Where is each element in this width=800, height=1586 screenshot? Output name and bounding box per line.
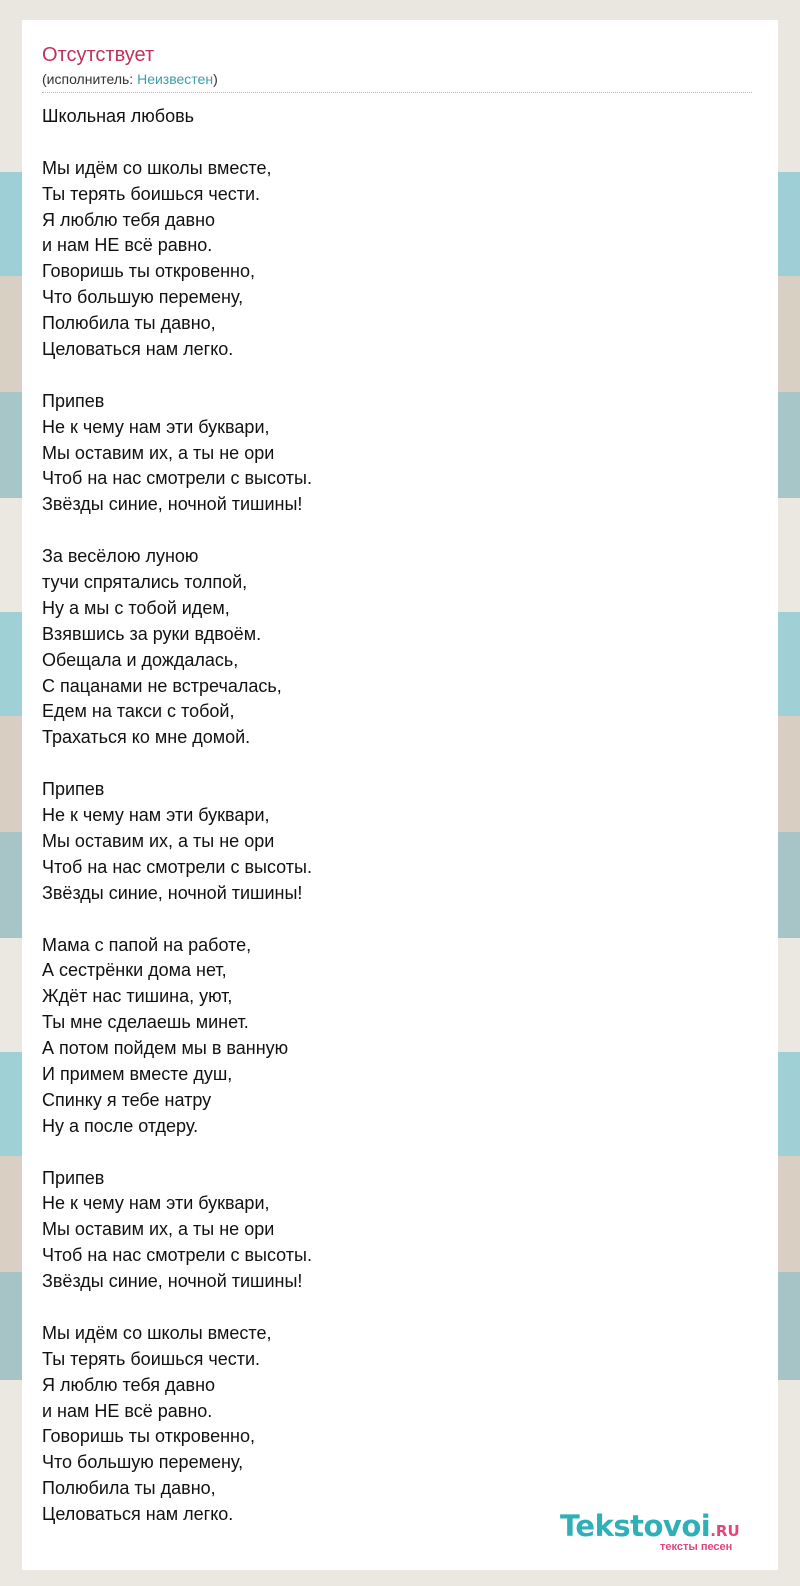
lyrics-card bbox=[22, 20, 778, 1570]
lyric-line: Чтоб на нас смотрели с высоты. bbox=[42, 1245, 312, 1266]
lyrics-text bbox=[42, 104, 742, 1528]
artist-line bbox=[42, 69, 752, 89]
lyric-blank-line bbox=[42, 518, 742, 544]
lyric-line: Трахаться ко мне домой. bbox=[42, 727, 251, 748]
lyric-line: Ну а после отдеру. bbox=[42, 1115, 199, 1136]
lyric-line: Целоваться нам легко. bbox=[42, 1504, 234, 1525]
lyric-line: Школьная любовь bbox=[42, 106, 195, 126]
lyric-blank-line bbox=[42, 907, 742, 933]
lyric-line: Припев bbox=[42, 779, 105, 800]
lyric-blank-line bbox=[42, 1140, 742, 1166]
lyric-line: Ты мне сделаешь минет. bbox=[42, 1012, 249, 1033]
lyric-line: С пацанами не встречалась, bbox=[42, 675, 282, 696]
lyric-line: Звёзды синие, ночной тишины! bbox=[42, 882, 303, 903]
lyric-line: Полюбила ты давно, bbox=[42, 1478, 216, 1499]
lyric-line: Мы оставим их, а ты не ори bbox=[42, 1219, 275, 1240]
lyric-line: Мы оставим их, а ты не ори bbox=[42, 442, 275, 463]
lyric-line: Звёзды синие, ночной тишины! bbox=[42, 494, 303, 515]
lyric-blank-line bbox=[42, 363, 742, 389]
lyric-line: Звёзды синие, ночной тишины! bbox=[42, 1271, 303, 1292]
logo-tagline: тексты песен bbox=[660, 1541, 733, 1553]
logo-tld: .RU bbox=[710, 1522, 740, 1540]
artist-prefix: (исполнитель: bbox=[42, 71, 138, 87]
artist-link[interactable]: Неизвестен bbox=[137, 71, 214, 87]
lyric-line: Не к чему нам эти буквари, bbox=[42, 1193, 270, 1214]
lyric-line: тучи спрятались толпой, bbox=[42, 572, 248, 593]
lyric-line: А потом пойдем мы в ванную bbox=[42, 1038, 289, 1059]
lyric-line: Что большую перемену, bbox=[42, 1452, 244, 1473]
lyric-line: Не к чему нам эти буквари, bbox=[42, 416, 270, 437]
lyric-line: Едем на такси с тобой, bbox=[42, 701, 235, 722]
lyric-line: Ты терять боишься чести. bbox=[42, 1348, 261, 1369]
song-title: Отсутствует bbox=[42, 44, 155, 66]
lyric-line: А сестрёнки дома нет, bbox=[42, 960, 227, 981]
lyric-line: Ну а мы с тобой идем, bbox=[42, 597, 230, 618]
lyric-line: Припев bbox=[42, 1167, 105, 1188]
lyric-line: Мы идём со школы вместе, bbox=[42, 157, 272, 178]
lyric-line: Взявшись за руки вдвоём. bbox=[42, 623, 262, 644]
lyric-line: и нам НЕ всё равно. bbox=[42, 1400, 213, 1421]
lyric-blank-line bbox=[42, 1295, 742, 1321]
header-divider bbox=[42, 92, 752, 93]
song-header bbox=[42, 42, 752, 89]
lyric-line: Обещала и дождалась, bbox=[42, 649, 239, 670]
lyric-line: За весёлою луною bbox=[42, 546, 199, 567]
lyric-line: и нам НЕ всё равно. bbox=[42, 235, 213, 256]
lyric-line: Полюбила ты давно, bbox=[42, 313, 216, 334]
lyric-line: Спинку я тебе натру bbox=[42, 1089, 212, 1110]
lyric-line: Ждёт нас тишина, уют, bbox=[42, 986, 233, 1007]
site-logo[interactable] bbox=[560, 1510, 770, 1556]
lyric-line: Говоришь ты откровенно, bbox=[42, 1426, 256, 1447]
lyric-line: Не к чему нам эти буквари, bbox=[42, 805, 270, 826]
artist-suffix: ) bbox=[213, 71, 218, 87]
lyric-line: Что большую перемену, bbox=[42, 287, 244, 308]
lyric-line: Мы оставим их, а ты не ори bbox=[42, 830, 275, 851]
lyric-line: Мы идём со школы вместе, bbox=[42, 1322, 272, 1343]
logo-name: Tekstovoi bbox=[560, 1509, 711, 1543]
lyric-line: Чтоб на нас смотрели с высоты. bbox=[42, 856, 312, 877]
lyric-blank-line bbox=[42, 130, 742, 156]
lyric-line: И примем вместе душ, bbox=[42, 1063, 233, 1084]
lyric-line: Мама с папой на работе, bbox=[42, 934, 252, 955]
lyric-line: Я люблю тебя давно bbox=[42, 209, 216, 230]
lyric-blank-line bbox=[42, 751, 742, 777]
lyric-line: Целоваться нам легко. bbox=[42, 339, 234, 360]
lyric-line: Я люблю тебя давно bbox=[42, 1374, 216, 1395]
lyric-line: Чтоб на нас смотрели с высоты. bbox=[42, 468, 312, 489]
lyric-line: Ты терять боишься чести. bbox=[42, 183, 261, 204]
lyric-line: Говоришь ты откровенно, bbox=[42, 261, 256, 282]
lyric-line: Припев bbox=[42, 390, 105, 411]
